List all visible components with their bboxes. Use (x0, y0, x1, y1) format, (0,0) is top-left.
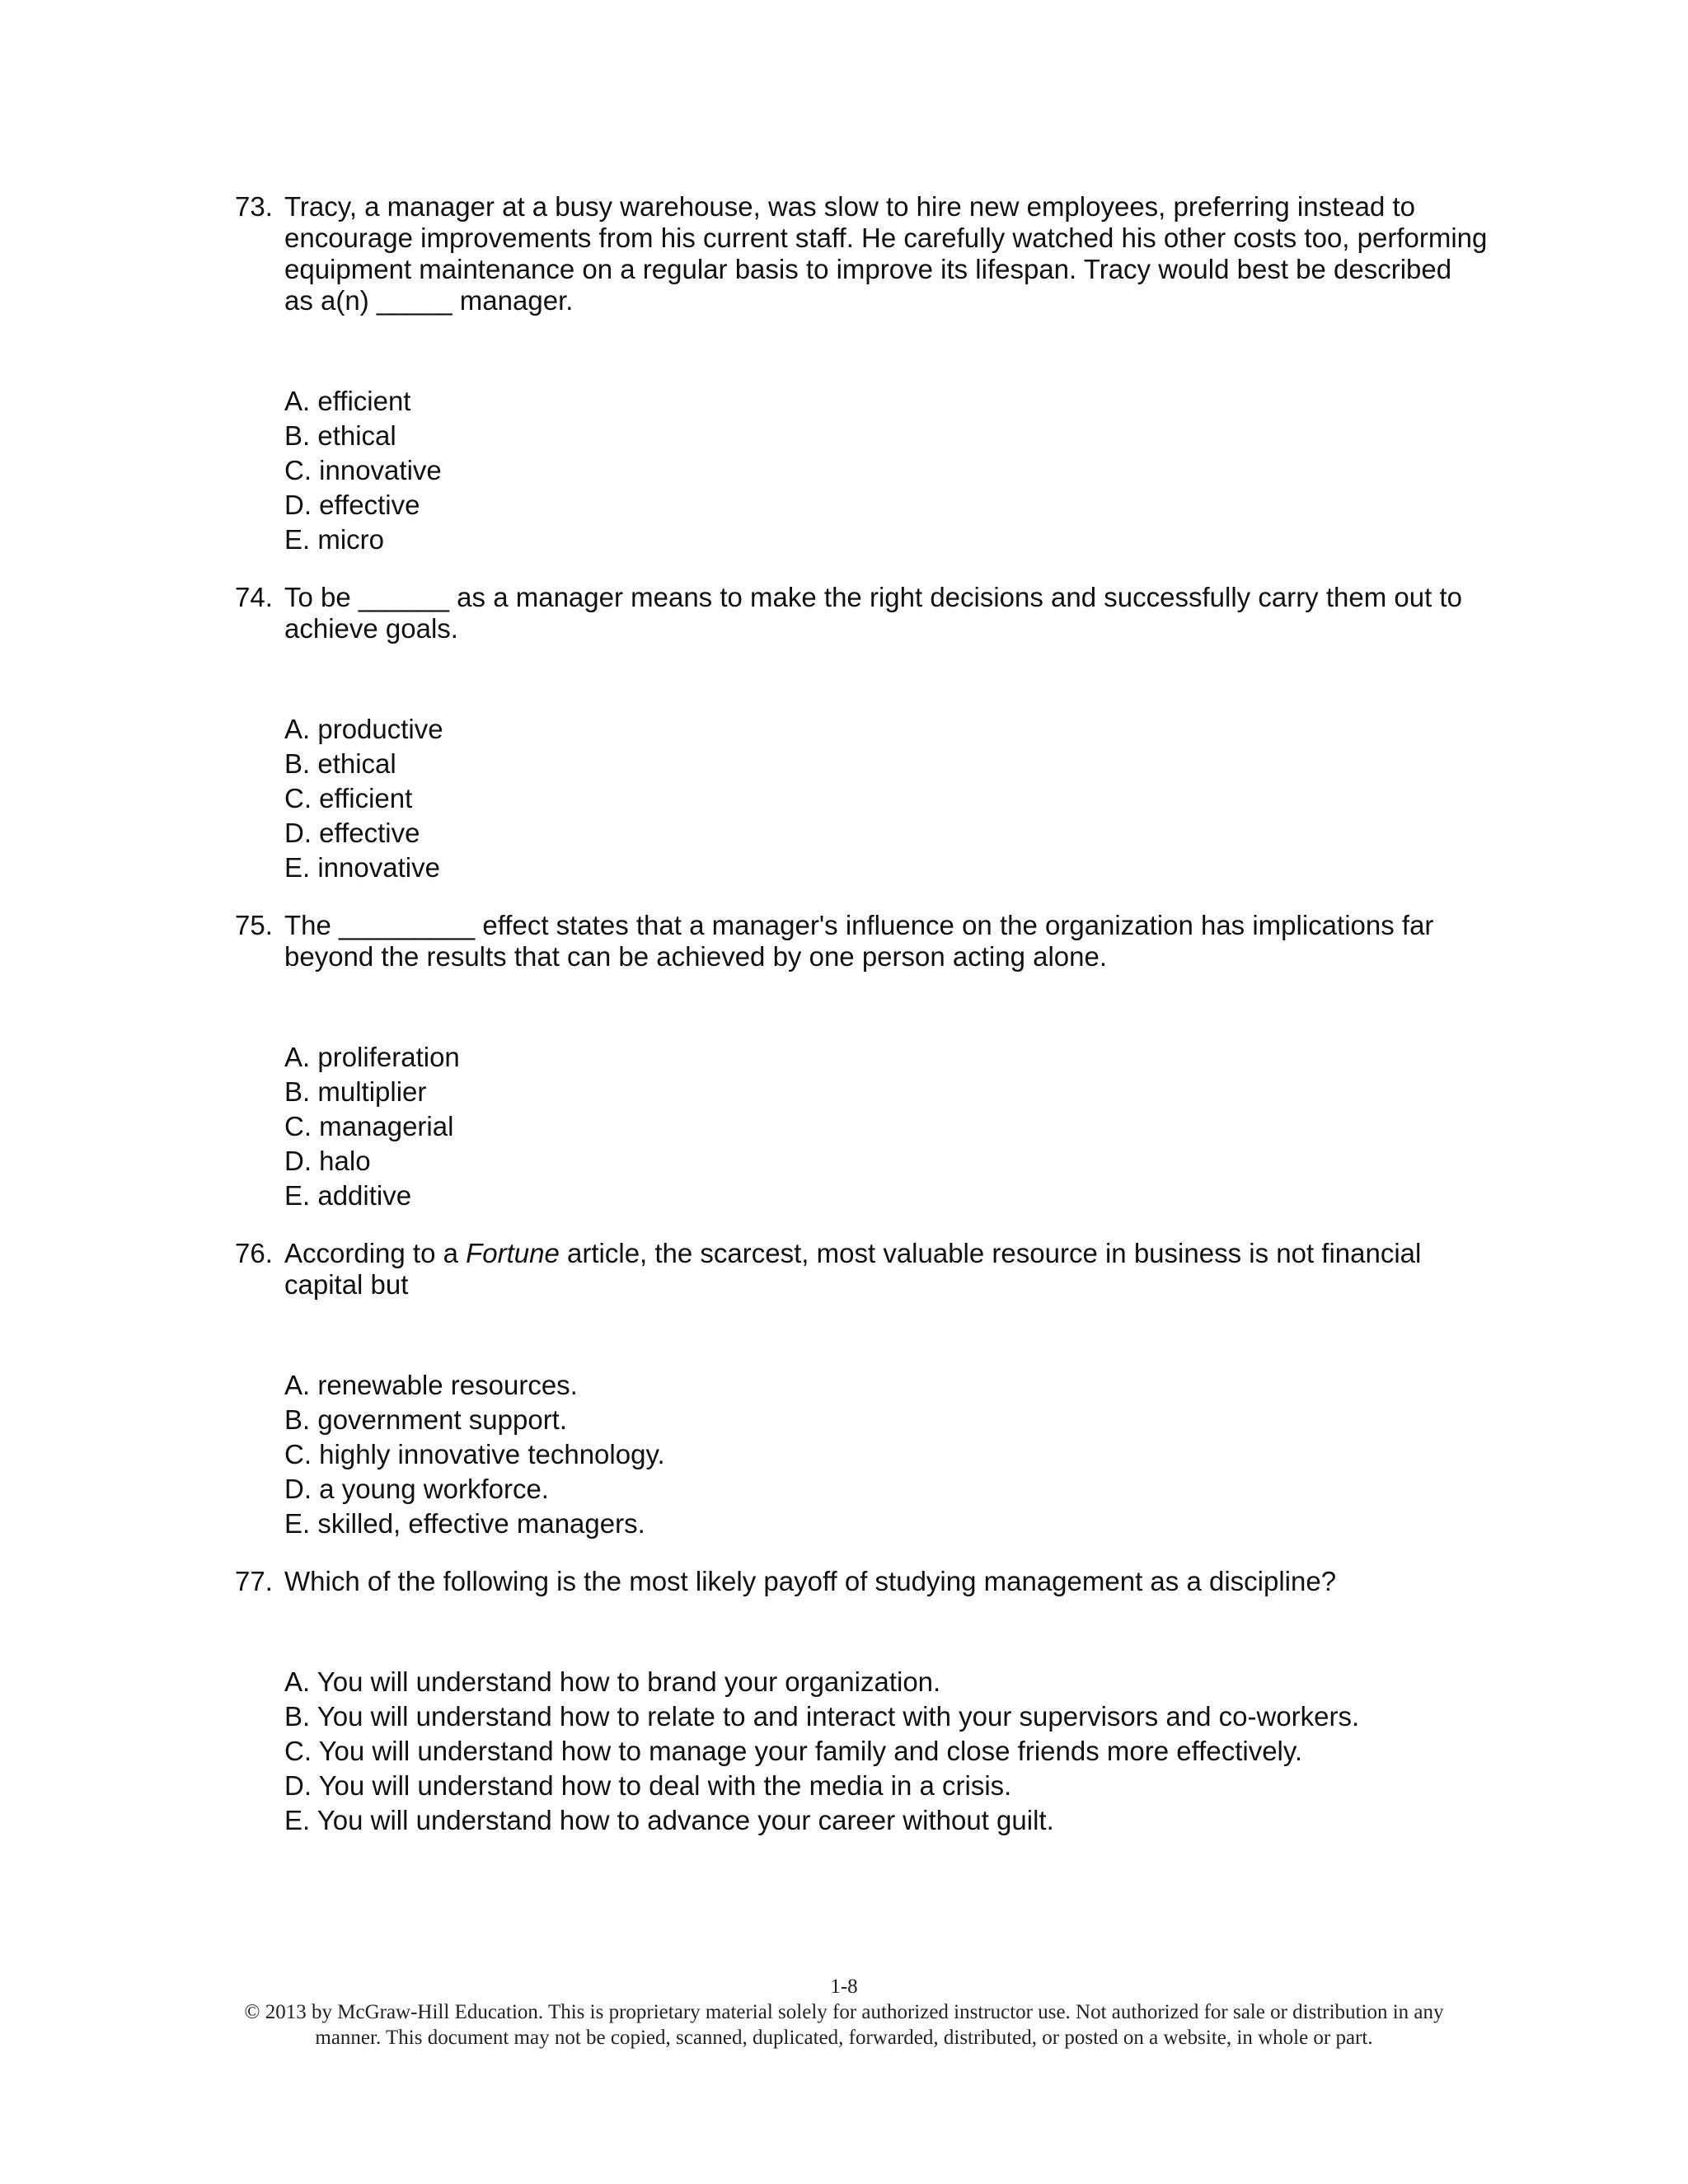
answer-option: D. effective (284, 818, 420, 848)
question-stem (284, 1238, 1488, 1301)
question-77 (235, 1566, 1488, 1838)
answer-options (284, 1040, 1488, 1213)
answer-option: B. multiplier (284, 1076, 427, 1107)
answer-option: C. highly innovative technology. (284, 1439, 665, 1469)
question-stem: Which of the following is the most likely payoff of studying management as a discipline? (284, 1566, 1337, 1596)
question-list (235, 191, 1488, 1863)
answer-option: A. efficient (284, 386, 411, 416)
question-75 (235, 910, 1488, 1213)
answer-option: A. proliferation (284, 1042, 460, 1072)
question-number: 77. (235, 1566, 273, 1596)
answer-option: B. government support. (284, 1404, 568, 1435)
answer-options (284, 384, 1488, 557)
question-number: 73. (235, 191, 273, 222)
answer-options (284, 1368, 1488, 1541)
question-73 (235, 191, 1488, 557)
question-74 (235, 582, 1488, 885)
question-number: 76. (235, 1238, 273, 1268)
answer-options (284, 712, 1488, 885)
answer-option: A. productive (284, 714, 443, 744)
answer-option: E. innovative (284, 852, 440, 883)
answer-option: B. You will understand how to relate to and interact with your supervisors and co-workers. (284, 1701, 1360, 1732)
page-number: 1-8 (830, 1975, 858, 1998)
question-stem: Tracy, a manager at a busy warehouse, was slow to hire new employees, preferring instead to encourage improvements from his current staff. He carefully watched his other costs too, performing equipment maintenance on a regular basis to improve its lifespan. Tracy would best be described as a(n) _____ manager. (284, 191, 1488, 316)
answer-option: C. You will understand how to manage your family and close friends more effectively. (284, 1736, 1303, 1766)
answer-option: E. additive (284, 1180, 412, 1211)
question-number: 74. (235, 582, 273, 612)
publication-title: Fortune (466, 1238, 560, 1268)
question-stem-start: According to a (284, 1238, 467, 1268)
copyright-notice: © 2013 by McGraw-Hill Education. This is proprietary material solely for authorized instructor use. Not authorized for sale or distribution in any manner. This document may not be copied, scanned, duplicated, forwarded, distributed, or posted on a website, in whole or part. (244, 2001, 1444, 2049)
answer-option: A. renewable resources. (284, 1370, 578, 1400)
answer-options (284, 1665, 1488, 1838)
answer-option: C. efficient (284, 783, 413, 813)
answer-option: E. You will understand how to advance your career without guilt. (284, 1805, 1054, 1835)
answer-option: D. halo (284, 1146, 371, 1176)
answer-option: E. micro (284, 524, 385, 555)
answer-option: C. innovative (284, 455, 442, 485)
answer-option: B. ethical (284, 748, 396, 779)
question-76 (235, 1238, 1488, 1541)
answer-option: B. ethical (284, 420, 396, 451)
answer-option: E. skilled, effective managers. (284, 1508, 645, 1539)
answer-option: D. a young workforce. (284, 1474, 549, 1504)
answer-option: A. You will understand how to brand your organization. (284, 1666, 941, 1697)
question-stem: The _________ effect states that a manager's influence on the organization has implications far beyond the results that can be achieved by one person acting alone. (284, 910, 1434, 972)
answer-option: D. effective (284, 490, 420, 520)
answer-option: D. You will understand how to deal with the media in a crisis. (284, 1770, 1012, 1801)
page-footer (0, 1975, 1688, 2050)
answer-option: C. managerial (284, 1111, 454, 1141)
question-number: 75. (235, 910, 273, 940)
question-stem-end: article, the scarcest, most valuable resource in business is not financial capital but (284, 1238, 1422, 1300)
question-stem: To be ______ as a manager means to make the right decisions and successfully carry them out to achieve goals. (284, 582, 1462, 644)
